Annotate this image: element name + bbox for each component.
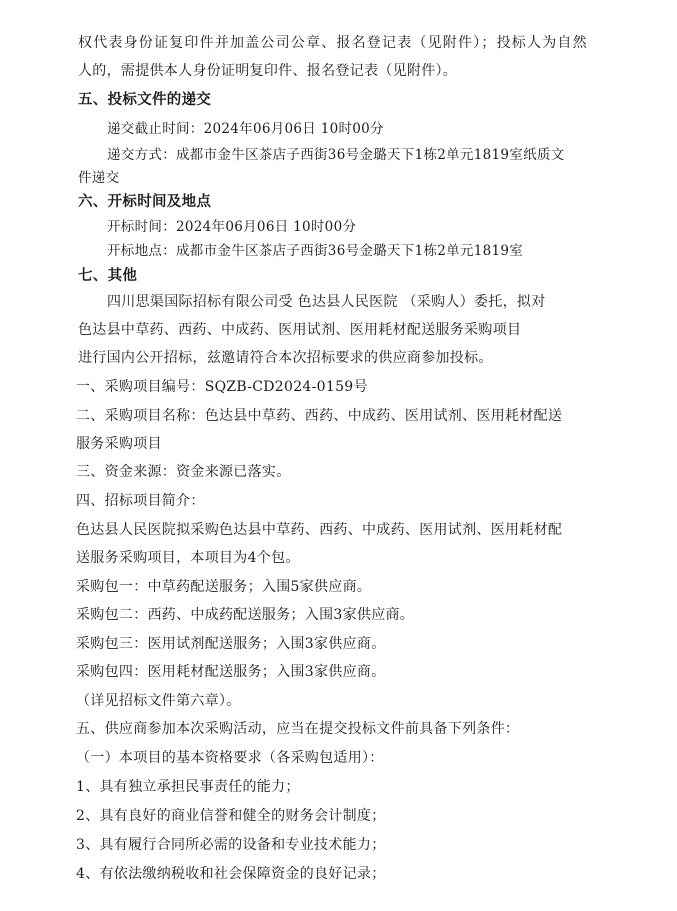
body-text-line: 2、具有良好的商业信誉和健全的财务会计制度； (76, 808, 386, 824)
body-text-line: 色达县人民医院拟采购色达县中草药、西药、中成药、医用试剂、医用耗材配 (76, 522, 563, 538)
section-heading: 六、开标时间及地点 (78, 194, 212, 210)
body-text-line: 递交截止时间：2024年06月06日 10时00分 (107, 121, 384, 137)
body-text-line: （详见招标文件第六章）。 (76, 693, 241, 709)
body-text-line: 采购包三：医用试剂配送服务；入围3家供应商。 (76, 636, 386, 652)
body-text-line: 人的，需提供本人身份证明复印件、报名登记表（见附件）。 (78, 63, 458, 79)
body-text-line: 三、资金来源：资金来源已落实。 (76, 464, 291, 480)
body-text-line: 二、采购项目名称：色达县中草药、西药、中成药、医用试剂、医用耗材配送 (76, 408, 563, 424)
body-text-line: 五、供应商参加本次采购活动，应当在提交投标文件前具备下列条件： (76, 721, 520, 737)
body-text-line: 四、招标项目简介： (76, 493, 205, 509)
body-text-line: 一、采购项目编号：SQZB-CD2024-0159号 (76, 379, 368, 395)
section-heading: 七、其他 (78, 268, 138, 284)
body-text-line: 采购包一：中草药配送服务；入围5家供应商。 (76, 579, 372, 595)
body-text-line: 服务采购项目 (76, 436, 162, 452)
body-text-line: 4、有依法缴纳税收和社会保障资金的良好记录； (76, 866, 386, 882)
body-text-line: 开标地点：成都市金牛区茶店子西街36号金璐天下1栋2单元1819室 (107, 243, 524, 259)
body-text-line: 送服务采购项目，本项目为4个包。 (76, 550, 300, 566)
body-text-line: 色达县中草药、西药、中成药、医用试剂、医用耗材配送服务采购项目 (78, 322, 522, 338)
body-text-line: 权代表身份证复印件并加盖公司公章、报名登记表（见附件）；投标人为自然 (78, 35, 588, 51)
section-heading: 五、投标文件的递交 (78, 92, 212, 108)
body-text-line: （一）本项目的基本资格要求（各采购包适用）： (76, 750, 384, 766)
body-text-line: 1、具有独立承担民事责任的能力； (76, 779, 300, 795)
body-text-line: 件递交 (78, 170, 120, 186)
body-text-line: 采购包四：医用耗材配送服务；入围3家供应商。 (76, 664, 386, 680)
body-text-line: 采购包二：西药、中成药配送服务；入围3家供应商。 (76, 607, 415, 623)
body-text-line: 进行国内公开招标，兹邀请符合本次招标要求的供应商参加投标。 (78, 350, 493, 366)
body-text-line: 递交方式：成都市金牛区茶店子西街36号金璐天下1栋2单元1819室纸质文 (107, 147, 565, 163)
body-text-line: 开标时间：2024年06月06日 10时00分 (107, 219, 357, 235)
body-text-line: 四川思渠国际招标有限公司受 色达县人民医院 （采购人）委托，拟对 (107, 294, 546, 310)
body-text-line: 3、具有履行合同所必需的设备和专业技术能力； (76, 837, 386, 853)
